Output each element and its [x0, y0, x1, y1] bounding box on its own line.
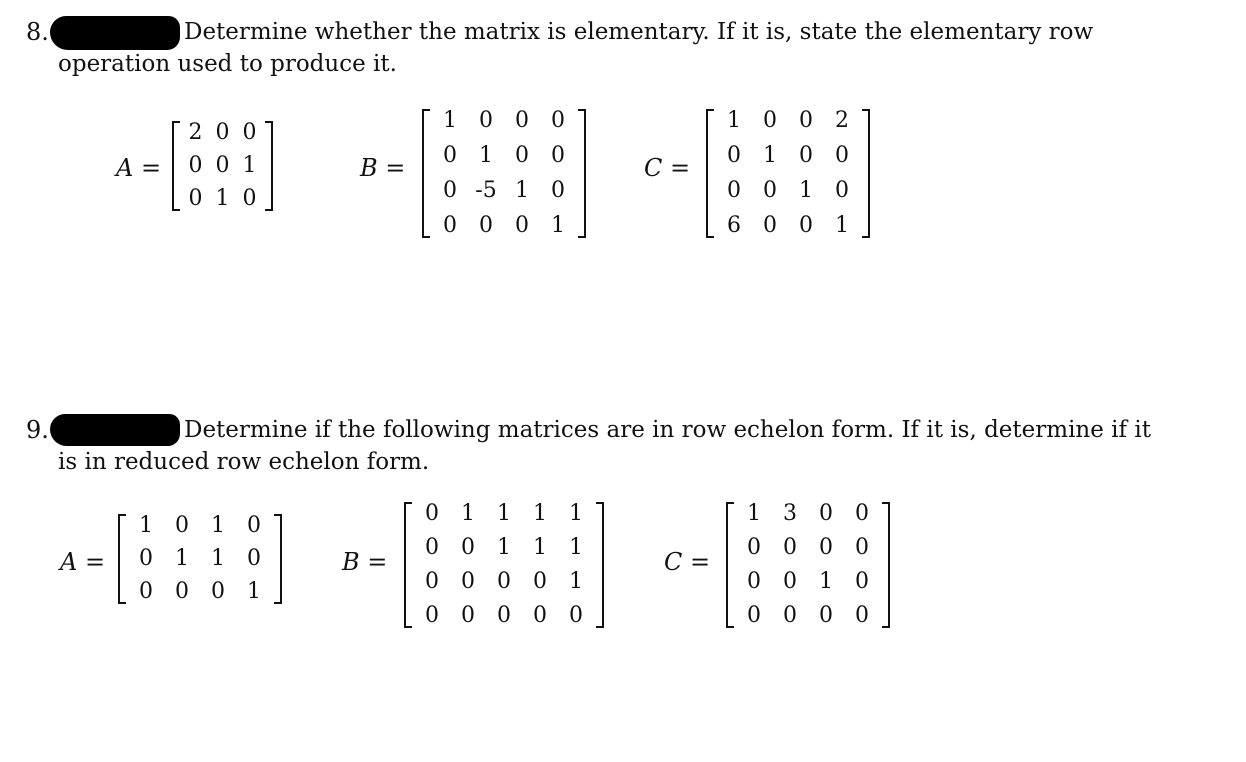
matrix-cell: 1	[242, 153, 257, 178]
q9-matrix-b	[404, 502, 604, 628]
matrix-cell: 0	[215, 153, 230, 178]
matrix-cell: 0	[727, 143, 741, 168]
matrix-cell: 0	[188, 186, 203, 211]
q9-matrix-c-label: C =	[664, 548, 711, 576]
question-8-number: 8.	[26, 18, 49, 46]
matrix-cell: 0	[425, 569, 439, 594]
matrix-cell: 1	[727, 108, 741, 133]
matrix-cell: 0	[425, 603, 439, 628]
matrix-cell: 0	[819, 603, 833, 628]
redacted-points-9	[50, 414, 180, 446]
matrix-cell: 0	[783, 535, 797, 560]
matrix-cell: 0	[747, 535, 761, 560]
matrix-cell: -5	[475, 178, 497, 203]
matrix-cell: 1	[139, 513, 153, 538]
matrix-cell: 0	[515, 213, 529, 238]
matrix-cell: 0	[763, 108, 777, 133]
matrix-cell: 1	[497, 501, 511, 526]
matrix-cell: 0	[747, 569, 761, 594]
matrix-cell: 0	[551, 108, 565, 133]
matrix-cell: 0	[242, 120, 257, 145]
matrix-cell: 1	[533, 501, 547, 526]
matrix-cell: 1	[799, 178, 813, 203]
matrix-cell: 0	[551, 178, 565, 203]
matrix-cell: 0	[799, 143, 813, 168]
matrix-cell: 3	[783, 501, 797, 526]
matrix-cell: 1	[211, 546, 225, 571]
matrix-cell: 0	[855, 569, 869, 594]
matrix-cell: 0	[835, 178, 849, 203]
q9-matrix-a	[118, 514, 282, 604]
matrix-cell: 0	[425, 535, 439, 560]
question-9-number: 9.	[26, 416, 49, 444]
matrix-cell: 0	[855, 535, 869, 560]
matrix-cell: 0	[443, 178, 457, 203]
matrix-cell: 0	[819, 535, 833, 560]
q8-matrix-b-label: B =	[360, 154, 406, 182]
matrix-cell: 0	[175, 513, 189, 538]
matrix-cell: 1	[211, 513, 225, 538]
matrix-cell: 0	[763, 213, 777, 238]
matrix-cell: 1	[569, 535, 583, 560]
matrix-cell: 0	[855, 501, 869, 526]
matrix-cell: 1	[479, 143, 493, 168]
matrix-cell: 0	[247, 513, 261, 538]
matrix-cell: 0	[515, 108, 529, 133]
matrix-cell: 0	[215, 120, 230, 145]
q8-matrix-c-label: C =	[644, 154, 691, 182]
matrix-cell: 0	[139, 579, 153, 604]
matrix-cell: 0	[569, 603, 583, 628]
matrix-cell: 0	[175, 579, 189, 604]
matrix-cell: 1	[763, 143, 777, 168]
matrix-cell: 0	[497, 569, 511, 594]
matrix-cell: 1	[515, 178, 529, 203]
matrix-cell: 6	[727, 213, 741, 238]
matrix-cell: 1	[175, 546, 189, 571]
matrix-cell: 2	[835, 108, 849, 133]
matrix-cell: 1	[569, 501, 583, 526]
q8-matrix-b	[422, 109, 586, 238]
matrix-cell: 0	[533, 603, 547, 628]
matrix-cell: 0	[747, 603, 761, 628]
matrix-cell: 0	[242, 186, 257, 211]
matrix-cell: 0	[443, 143, 457, 168]
matrix-cell: 0	[855, 603, 869, 628]
question-9-text-line1: Determine if the following matrices are in row echelon form. If it is, determine if it	[184, 417, 1151, 443]
matrix-cell: 0	[835, 143, 849, 168]
matrix-cell: 0	[461, 535, 475, 560]
q8-matrix-c	[706, 109, 870, 238]
matrix-cell: 0	[479, 213, 493, 238]
matrix-cell: 0	[443, 213, 457, 238]
matrix-cell: 0	[533, 569, 547, 594]
matrix-cell: 1	[247, 579, 261, 604]
q9-matrix-a-label: A =	[60, 548, 106, 576]
matrix-cell: 0	[497, 603, 511, 628]
matrix-cell: 1	[215, 186, 230, 211]
matrix-cell: 0	[425, 501, 439, 526]
matrix-cell: 0	[139, 546, 153, 571]
matrix-cell: 0	[461, 569, 475, 594]
matrix-cell: 0	[783, 569, 797, 594]
matrix-cell: 0	[211, 579, 225, 604]
matrix-cell: 1	[835, 213, 849, 238]
q9-matrix-b-label: B =	[342, 548, 388, 576]
q8-matrix-a-label: A =	[116, 154, 162, 182]
matrix-cell: 1	[551, 213, 565, 238]
matrix-cell: 0	[799, 108, 813, 133]
matrix-cell: 0	[763, 178, 777, 203]
matrix-cell: 0	[819, 501, 833, 526]
matrix-cell: 0	[783, 603, 797, 628]
matrix-cell: 1	[461, 501, 475, 526]
matrix-cell: 1	[533, 535, 547, 560]
matrix-cell: 1	[747, 501, 761, 526]
matrix-cell: 0	[551, 143, 565, 168]
matrix-cell: 0	[799, 213, 813, 238]
matrix-cell: 0	[188, 153, 203, 178]
q8-matrix-a	[172, 121, 273, 211]
matrix-cell: 1	[443, 108, 457, 133]
matrix-cell: 1	[569, 569, 583, 594]
matrix-cell: 1	[819, 569, 833, 594]
redacted-points-8	[50, 16, 180, 50]
q9-matrix-c	[726, 502, 890, 628]
question-9-text-line2: is in reduced row echelon form.	[58, 449, 430, 475]
matrix-cell: 0	[479, 108, 493, 133]
matrix-cell: 1	[497, 535, 511, 560]
matrix-cell: 0	[727, 178, 741, 203]
matrix-cell: 0	[515, 143, 529, 168]
matrix-cell: 0	[247, 546, 261, 571]
matrix-cell: 2	[188, 120, 203, 145]
question-8-text-line2: operation used to produce it.	[58, 51, 397, 77]
matrix-cell: 0	[461, 603, 475, 628]
question-8-text-line1: Determine whether the matrix is elementary. If it is, state the elementary row	[184, 19, 1094, 45]
